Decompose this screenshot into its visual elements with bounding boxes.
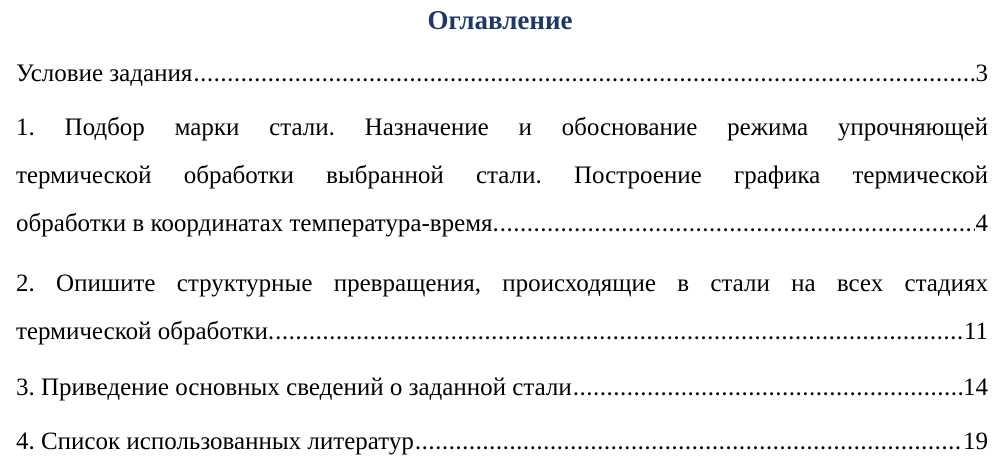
dot-leader — [500, 200, 975, 248]
dot-leader — [415, 418, 962, 466]
toc-page-number: 14 — [963, 374, 988, 401]
toc-line — [16, 364, 988, 412]
toc-entry-text: Условие задания — [16, 60, 193, 87]
toc-line — [16, 260, 988, 308]
toc-page-number: 3 — [975, 60, 988, 87]
toc-page-number: 4 — [975, 210, 988, 237]
toc-line — [16, 200, 988, 248]
dot-leader — [573, 364, 962, 412]
toc-line — [16, 418, 988, 466]
toc-line — [16, 308, 988, 356]
toc-page-number: 19 — [963, 428, 988, 455]
toc-entry-steel-info[interactable] — [16, 364, 988, 412]
toc-entry-conditions[interactable] — [16, 50, 988, 98]
toc-page-number: 11 — [963, 318, 988, 345]
toc-entry-text: термической обработки выбранной стали. Построение графика термической — [16, 162, 988, 189]
toc-entry-text: обработки в координатах температура-время. — [16, 210, 499, 237]
toc-entry-text: термической обработки. — [16, 318, 275, 345]
toc-title: Оглавление — [427, 5, 573, 35]
toc-line — [16, 104, 988, 152]
toc-line — [16, 152, 988, 200]
dot-leader — [275, 308, 963, 356]
dot-leader — [193, 50, 974, 98]
toc-entry-text: 1. Подбор марки стали. Назначение и обоснование режима упрочняющей — [16, 114, 988, 141]
toc-entry-text: 4. Список использованных литератур — [16, 428, 414, 455]
toc-entry-structural-transformations[interactable] — [16, 260, 988, 356]
toc-entry-text: 3. Приведение основных сведений о заданной стали — [16, 374, 572, 401]
toc-entry-references[interactable] — [16, 418, 988, 466]
toc-line — [16, 50, 988, 98]
toc-entry-text: 2. Опишите структурные превращения, происходящие в стали на всех стадиях — [16, 270, 988, 297]
toc-entry-steel-selection[interactable] — [16, 104, 988, 248]
